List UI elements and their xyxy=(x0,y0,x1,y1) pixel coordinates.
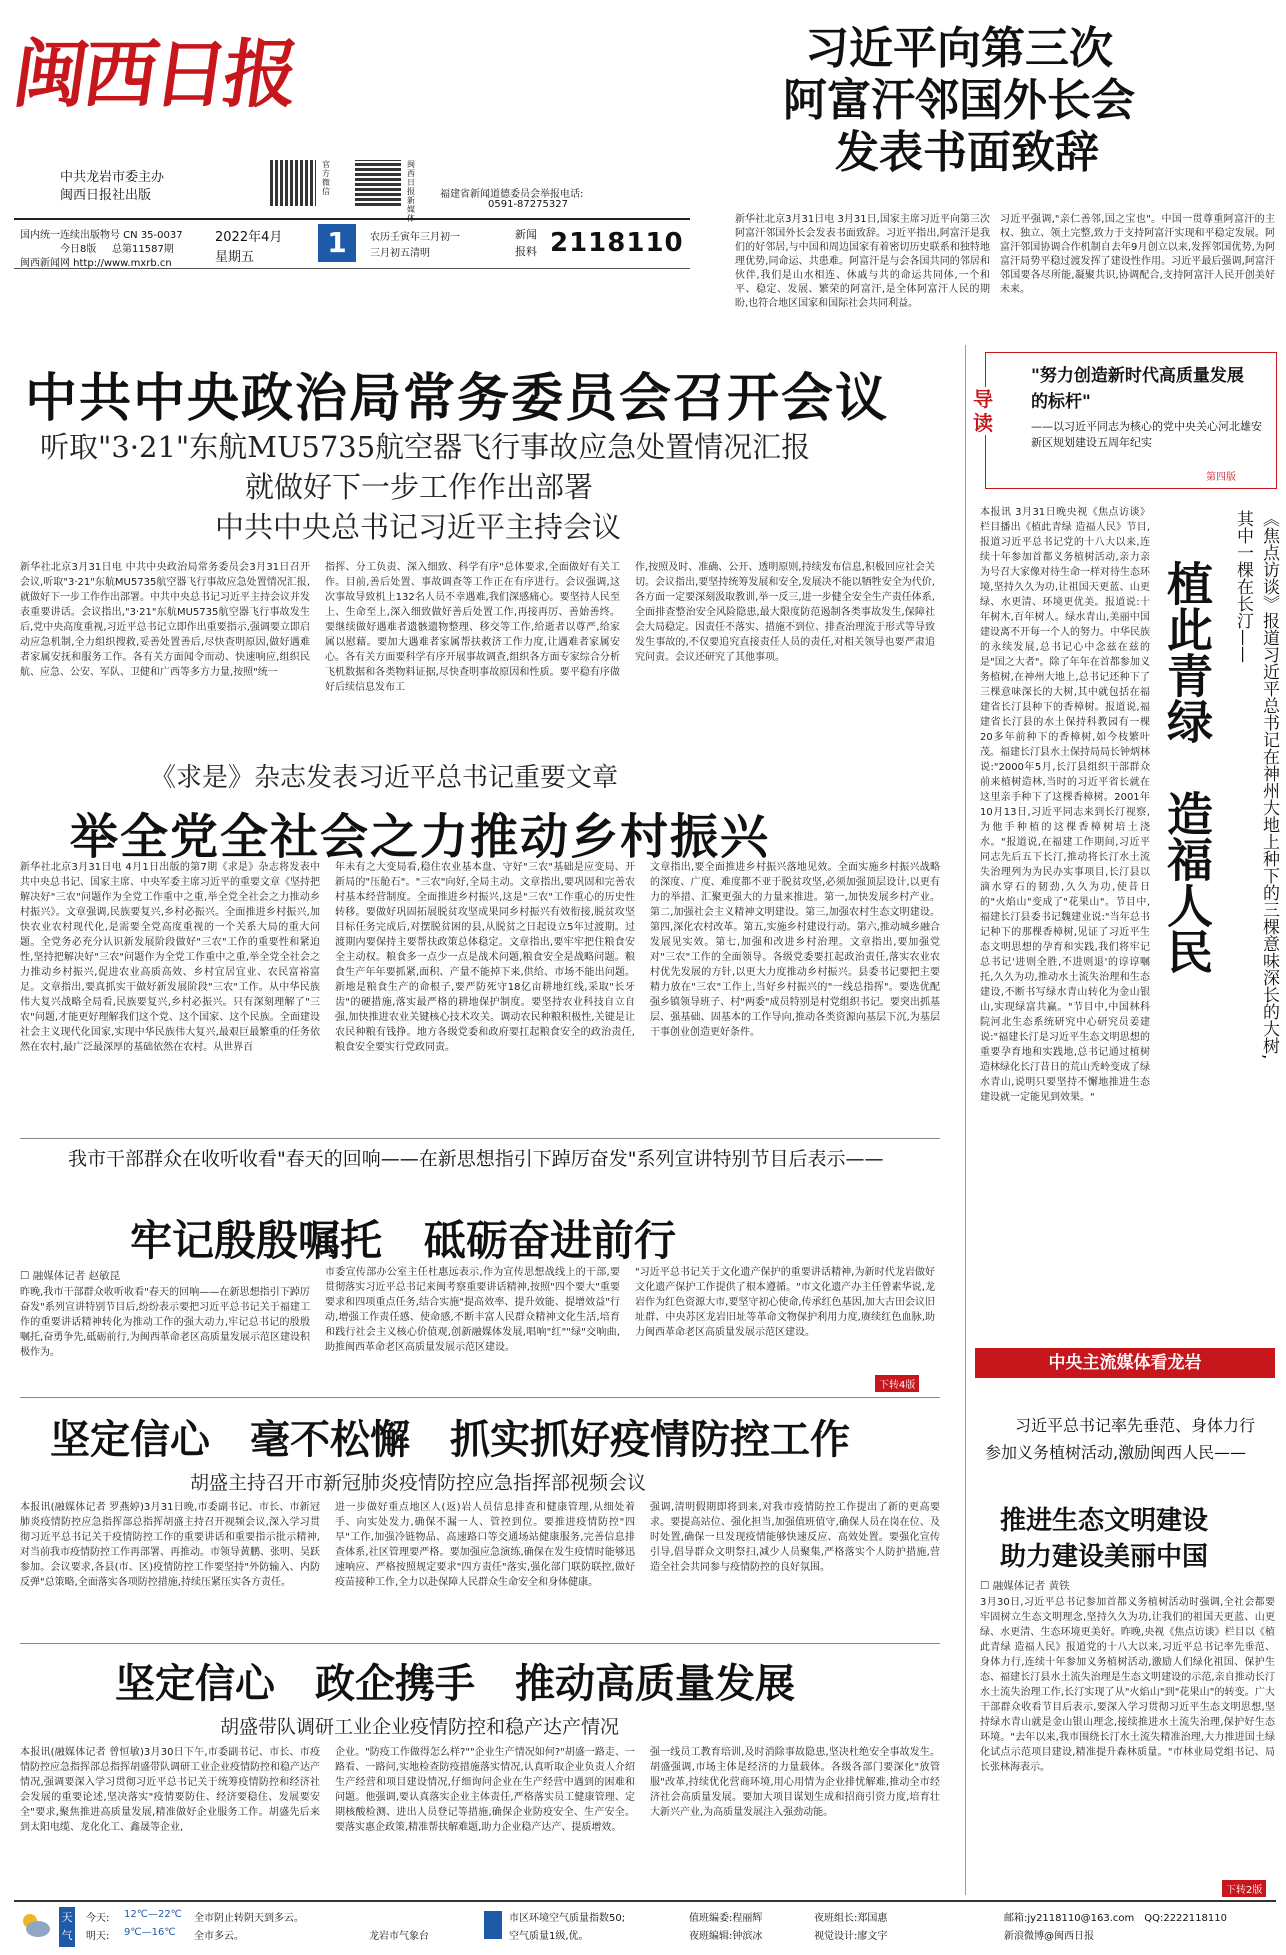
right-lower-quote: 习近平总书记率先垂范、身体力行参加义务植树活动,激励闽西人民—— xyxy=(985,1416,1256,1462)
footer xyxy=(14,1905,1276,1950)
lead-deck-1: 听取"3·21"东航MU5735航空器飞行事故应急处置情况汇报 xyxy=(40,430,811,464)
weather-today-label: 今天: xyxy=(86,1913,110,1924)
duty-editor: 值班编委:程丽辉 xyxy=(689,1913,763,1924)
qiushi-col-2: 年未有之大变局看,稳住农业基本盘、守好"三农"基础是应变局、开新局的"压舱石"。"三农"向好,全局主动。文章指出,要巩固和完善农村基本经营制度。全面推进乡村振兴,这是"三农"工作重心的历史性转移。要做好巩固拓展脱贫攻坚成果同乡村振兴有效衔接,脱贫攻坚目标任务完成后,对摆脱贫困的县,从脱贫之日起设立5年过渡期。过渡期内要保持主要帮扶政策总体稳定。文章指出,要牢牢把住粮食安全主动权。粮食多一点少一点是战术问题,粮食安全是战略问题。粮食生产年年要抓紧,面积、产量不能掉下来,供给、市场不能出问题。新地是粮食生产的命根子,要严防死守18亿亩耕地红线,采取"长牙齿"的硬措施,落实最严格的耕地保护制度。要坚持农业科技自立自强,加快推进农业关键核心技术攻关。调动农民种粮积极性,关键是让农民种粮有钱挣。地方各级党委和政府要扛起粮食安全的政治责任,粮食安全要实行党政同责。 xyxy=(335,862,635,1053)
tiandi-byline xyxy=(20,1268,120,1283)
top-right-col-1: 新华社北京3月31日电 3月31日,国家主席习近平向第三次阿富汗邻国外长会发表书面致辞。习近平指出,阿富汗是我们的好邻居,与中国和周边国家有着密切历史联系和独特地理优势,同命运、共患难。阿富汗是与会各国共同的邻居和伙伴,我们是山水相连、休戚与共的命运共同体,一个和平、稳定、发展、繁荣的阿富汗,是全体阿富汗人民的期盼,也符合地区国家和国际社会共同利益。 xyxy=(735,214,990,309)
masthead-logo: 闽西日报 xyxy=(7,32,301,118)
weather-source: 龙岩市气象台 xyxy=(369,1931,429,1942)
hotline-label: 新闻报料 xyxy=(515,228,537,258)
air-quality-1: 市区环境空气质量指数50; xyxy=(509,1913,626,1924)
right-lower-headline-1: 推进生态文明建设 xyxy=(1000,1506,1209,1536)
contact-weibo: 新浪微博@闽西日报 xyxy=(1004,1931,1094,1942)
day-badge: 1 xyxy=(318,224,356,262)
right-feature-band: 中央主流媒体看龙岩 xyxy=(975,1348,1275,1378)
qiushi-col-3: 文章指出,要全面推进乡村振兴落地见效。全面实施乡村振兴战略的深度、广度、难度都不亚于脱贫攻坚,必须加强顶层设计,以更有力的举措、汇聚更强大的力量来推进。第一,加快发展乡村产业。第二,加强社会主义精神文明建设。第三,加强农村生态文明建设。第四,深化农村改革。第五,实施乡村建设行动。第六,推动城乡融合发展见实效。第七,加强和改进乡村治理。文章指出,要加强党对"三农"工作的全面领导。各级党委要扛起政治责任,落实农业农村优先发展的方针,以更大力度推动乡村振兴。县委书记要把主要精力放在"三农"工作上,当好乡村振兴的"一线总指挥"。要选优配强乡镇领导班子、村"两委"成员特别是村党组织书记。要突出抓基层、强基础、固基本的工作导向,推动各类资源向基层下沉,为基层干事创业创造更好条件。 xyxy=(650,862,940,1038)
top-right-headline-3: 发表书面致辞 xyxy=(835,127,1099,178)
epidemic1-deck: 胡盛主持召开市新冠肺炎疫情防控应急指挥部视频会议 xyxy=(190,1472,647,1494)
lead-col-1: 新华社北京3月31日电 中共中央政治局常务委员会3月31日召开会议,听取"3·21"东航MU5735航空器飞行事故应急处置情况汇报,就做好下一步工作作出部署。中共中央总书记习近平主持会议并发表重要讲话。会议指出,"3·21"东航MU5735航空器飞行事故发生后,党中央高度重视,习近平总书记立即作出重要指示,强调要立即启动应急机制,全力组织搜救,妥善处置善后,尽快查明原因,做好遇难者家属安抚和服务工作。各有关方面闻令而动、快速响应,组织民航、应急、公安、军队、卫健和广西等多方力量,按照"统一 xyxy=(20,562,310,678)
lunar-date: 农历壬寅年三月初一 xyxy=(370,232,460,243)
weather-tomorrow-desc: 全市多云。 xyxy=(194,1931,244,1942)
weekday: 星期五 xyxy=(215,250,255,265)
qiushi-deck: 《求是》杂志发表习近平总书记重要文章 xyxy=(150,763,619,793)
right-lower-byline xyxy=(980,1578,1070,1593)
weather-tomorrow-temp: 9℃—16℃ xyxy=(124,1927,176,1938)
epidemic2-col-1: 本报讯(融媒体记者 曾恒敏)3月30日下午,市委副书记、市长、市疫情防控应急指挥部总指挥胡盛带队调研工业企业疫情防控和稳产达产情况,强调要深入学习贯彻习近平总书记关于统筹疫情防控和经济社会发展的重要论述,坚决落实"疫情要防住、经济要稳住、发展要安全"要求,聚焦推进高质量发展,精准做好企业服务工作。胡盛先后来到太阳电缆、龙化化工、鑫晟等企业, xyxy=(20,1747,320,1833)
epidemic2-col-3: 强一线员工教育培训,及时消除事故隐患,坚决杜绝安全事故发生。胡盛强调,市场主体是经济的力量载体。各级各部门要深化"放管服"改革,持续优化营商环境,用心用情为企业排忧解难,推动全市经济社会高质量发展。要加大项目谋划生成和招商引资力度,培育壮大新兴产业,为高质量发展注入强劲动能。 xyxy=(650,1747,940,1818)
right-lower-byline-text: 融媒体记者 黄铁 xyxy=(992,1580,1070,1592)
night-editor: 夜班编辑:钟滨冰 xyxy=(689,1931,763,1942)
guide-box xyxy=(973,352,1277,489)
ethics-hotline-phone: 0591-87275327 xyxy=(488,199,568,210)
right-lower-body: 3月30日,习近平总书记参加首都义务植树活动时强调,全社会都要牢固树立生态文明理念,坚持久久为功,让我们的祖国天更蓝、山更绿、水更清、生态环境更美好。昨晚,央视《焦点访谈》栏目以《植此青绿 造福人民》报道党的十八大以来,习近平总书记率先垂范、身体力行,连续十年参加义务植树活动,激励人们绿化祖国、保护生态、福建长汀县水土流失治理是生态文明建设的示范,亲自推动长汀水土流失治理工作,长汀实现了从"火焰山"到"花果山"的转变。广大干部群众收看节目后表示,要深入学习贯彻习近平生态文明思想,坚持绿水青山就是金山银山理念,接续推进水土流失治理,保护好生态环境。"去年以来,我市围绕长汀水土流失精准治理,大力推进国土绿化试点示范项目建设,精准提升森林质量。"市林业局党组书记、局长张林海表示。 xyxy=(980,1597,1275,1773)
epidemic1-col-1: 本报讯(融媒体记者 罗燕婷)3月31日晚,市委副书记、市长、市新冠肺炎疫情防控应急指挥部总指挥胡盛主持召开视频会议,深入学习贯彻习近平总书记关于疫情防控工作的重要讲话和重要指示批示精神,对当前我市疫情防控工作再部署、再推动。市领导黄鹏、张明、吴跃参加。会议要求,各县(市、区)疫情防控工作要坚持"外防输入、内防反弹"总策略,全面落实各项防控措施,持续压紧压实各方责任。 xyxy=(20,1502,320,1588)
tiandi-headline: 牢记殷殷嘱托 砥砺奋进前行 xyxy=(130,1216,677,1265)
sponsor-line-2: 闽西日报社出版 xyxy=(60,188,152,203)
guide-sub: ——以习近平同志为核心的党中央关心河北雄安新区规划建设五周年纪实 xyxy=(1031,420,1262,449)
qr-code-app xyxy=(355,160,401,206)
tiandi-byline-text: 融媒体记者 赵敏昆 xyxy=(32,1270,121,1282)
tiandi-col-3: "习近平总书记关于文化遗产保护的重要讲话精神,为新时代龙岩做好文化遗产保护工作提供了根本遵循。"市文化遗产办主任曾素华说,龙岩作为红色资源大市,要坚守初心使命,传承红色基因,加大古田会议旧址群、中央苏区龙岩旧址等革命文物保护利用力度,赓续红色血脉,助力闽西革命老区高质量发展示范区建设。 xyxy=(635,1267,935,1338)
byline-marker-icon: ☐ xyxy=(980,1580,993,1592)
hotline-number: 2118110 xyxy=(550,228,684,258)
lead-col-2: 指挥、分工负责、深入细致、科学有序"总体要求,全面做好有关工作。目前,善后处置、事故调查等工作正在有序进行。会议强调,这次事故导致机上132名人员不幸遇难,我们深感痛心。要坚持人民至上、生命至上,深入细致做好善后处置工作,再接再厉、善始善终。要继续做好遇难者遗骸遗物整理、移交等工作,给逝者以尊严,给家属以慰藉。要加大遇难者家属帮扶救济工作力度,让遇难者家属安心。各有关方面要科学有序开展事故调查,组织各方面专家综合分析飞机数据和各类物料证据,尽快查明事故原因和性质。要平稳有序做好后续信息发布工 xyxy=(325,562,620,693)
top-right-headline-1: 习近平向第三次 xyxy=(805,23,1113,74)
right-lower-jump: 下转2版 xyxy=(1222,1880,1266,1897)
epidemic1-col-2: 进一步做好重点地区人(返)岩人员信息排查和健康管理,从细处着手、向实处发力,确保不漏一人、管控到位。要推进疫情防控"四早"工作,加强冷链物品、高速路口等交通场站健康服务,完善信息排查体系,社区管理要严格。要加强应急演练,确保在发生疫情时能够迅速响应、严格按照规定要求"四方责任"落实,强化部门联防联控,做好疫苗接种工作,全力以赴保障人民群众生命安全和身体健康。 xyxy=(335,1502,635,1588)
guide-quote: "努力创造新时代高质量发展的标杆" xyxy=(1031,366,1244,412)
epidemic2-deck: 胡盛带队调研工业企业疫情防控和稳产达产情况 xyxy=(220,1716,620,1738)
lead-deck-3: 中共中央总书记习近平主持会议 xyxy=(215,510,622,544)
tiandi-jump: 下转4版 xyxy=(875,1375,919,1392)
top-right-headline-2: 阿富汗邻国外长会 xyxy=(783,75,1135,126)
lead-col-3: 作,按照及时、准确、公开、透明原则,持续发布信息,积极回应社会关切。会议指出,要坚持统筹发展和安全,发展决不能以牺牲安全为代价,各方面一定要深刻汲取教训,举一反三,进一步健全安全生产责任体系,全面排查整治安全风险隐患,最大限度防范遏制各类事故发生,保障社会大局稳定。因责任不落实、措施不到位、排查治理流于形式等导致发生事故的,不仅要追究直接责任人员的责任,对相关领导也要严肃追究问责。会议还研究了其他事项。 xyxy=(635,562,935,663)
byline-marker-icon: ☐ xyxy=(20,1270,33,1282)
night-leader: 夜班组长:郑国惠 xyxy=(814,1913,888,1924)
solar-term: 三月初五清明 xyxy=(370,248,430,259)
weather-icon xyxy=(18,1909,52,1941)
weather-tomorrow-label: 明天: xyxy=(86,1931,110,1942)
weather-label: 天气 xyxy=(59,1907,75,1947)
page-count: 今日8版 xyxy=(60,244,97,255)
epidemic1-col-3: 强调,清明假期即将到来,对我市疫情防控工作提出了新的更高要求。要提高站位、强化担当,加强值班值守,确保人员在岗在位、及时处置,确保一旦发现疫情能够快速反应、高效处置。要强化宣传引导,倡导群众文明祭扫,减少人员聚集,严格落实个人防护措施,营造全社会共同参与疫情防控的良好氛围。 xyxy=(650,1502,940,1573)
epidemic1-headline: 坚定信心 毫不松懈 抓实抓好疫情防控工作 xyxy=(50,1416,850,1463)
epidemic2-headline: 坚定信心 政企携手 推动高质量发展 xyxy=(115,1660,795,1707)
visual-designer: 视觉设计:廖文宇 xyxy=(814,1931,888,1942)
qr-label-app: 闽西日报 新媒体 xyxy=(407,160,415,223)
tiandi-col-2: 市委宣传部办公室主任杜惠远表示,作为宣传思想战线上的干部,要贯彻落实习近平总书记来闽考察重要讲话精神,按照"四个要大"重要要求和四项重点任务,结合实施"提高效率、提升效能、提增效益"行动,增强工作责任感、使命感,不断丰富人民群众精神文化生活,培育和践行社会主义核心价值观,创新融媒体发展,唱响"红""绿"交响曲,助推闽西革命老区高质量发展示范区建设。 xyxy=(325,1267,620,1353)
lead-deck-2: 就做好下一步工作作出部署 xyxy=(245,470,594,504)
guide-page: 第四版 xyxy=(1206,472,1236,483)
qr-code-wechat xyxy=(270,160,316,206)
masthead xyxy=(0,0,760,270)
right-lower-headline-2: 助力建设美丽中国 xyxy=(1000,1542,1209,1572)
cn-number: 国内统一连续出版物号 CN 35-0037 xyxy=(20,230,183,241)
qiushi-headline: 举全党全社会之力推动乡村振兴 xyxy=(70,809,771,865)
tiandi-deck: 我市干部群众在收听收看"春天的回响——在新思想指引下踔厉奋发"系列宣讲特别节目后表示—— xyxy=(68,1148,884,1170)
epidemic2-col-2: 企业。"防疫工作做得怎么样?""企业生产情况如何?"胡盛一路走、一路看、一路问,实地检查防疫措施落实情况,认真听取企业负责人介绍生产经营和项目建设情况,仔细询问企业在生产经营中遇到的困难和问题。他强调,要认真落实企业主体责任,严格落实员工健康管理、定期核酸检测、进出人员登记等措施,确保企业防疫安全、生产安全。要落实惠企政策,精准帮扶解难题,助力企业稳产达产、提质增效。 xyxy=(335,1747,635,1833)
weather-today-temp: 12℃—22℃ xyxy=(124,1909,182,1920)
ethics-hotline-label: 福建省新闻道德委员会举报电话: xyxy=(440,189,584,200)
issue-number: 总第11587期 xyxy=(112,244,174,255)
right-feature-vertical-deck: 《焦点访谈》报道习近平总书记在神州大地上种下的三棵意味深长的大树,其中一棵在长汀—— xyxy=(1233,510,1279,1060)
guide-label: 导读 xyxy=(973,387,993,435)
issue-date: 2022年4月 xyxy=(215,230,283,245)
air-quality-2: 空气质量1级,优。 xyxy=(509,1931,589,1942)
qiushi-col-1: 新华社北京3月31日电 4月1日出版的第7期《求是》杂志将发表中共中央总书记、国家主席、中央军委主席习近平的重要文章《坚持把解决好"三农"问题作为全党工作重中之重,举全党全社会之力推动乡村振兴》。文章强调,民族要复兴,乡村必振兴。全面推进乡村振兴,加快农业农村现代化,是需要全党高度重视的一个关系大局的重大问题。全党务必充分认识新发展阶段做好"三农"工作的重要性和紧迫性,坚持把解决好"三农"问题作为全党工作重中之重,举全党全社会之力推动乡村振兴,促进农业高质高效、乡村宜居宜业、农民富裕富足。文章指出,要真抓实干做好新发展阶段"三农"工作。从中华民族伟大复兴战略全局看,民族要复兴,乡村必振兴。只有深刻理解了"三农"问题,才能更好理解我们这个党、这个国家、这个民族。全面建设社会主义现代化国家,实现中华民族伟大复兴,最艰巨最繁重的任务依然在农村,最广泛最深厚的基础依然在农村。从世界百 xyxy=(20,862,320,1053)
tiandi-col-1: 昨晚,我市干部群众收听收看"春天的回响——在新思想指引下踔厉奋发"系列宣讲特别节目后,纷纷表示要把习近平总书记关于福建工作的重要讲话精神转化为推动工作的强大动力,牢记总书记的殷殷嘱托,奋勇争先,砥砺前行,为闽西革命老区高质量发展示范区建设积极作为。 xyxy=(20,1287,310,1358)
air-quality-icon xyxy=(484,1911,502,1939)
lead-headline: 中共中央政治局常务委员会召开会议 xyxy=(25,368,890,429)
top-right-col-2: 习近平强调,"亲仁善邻,国之宝也"。中国一贯尊重阿富汗的主权、独立、领土完整,致力于支持阿富汗实现和平稳定发展。阿富汗邻国协调合作机制自去年9月创立以来,发挥邻国优势,为阿富汗局势平稳过渡发挥了建设性作用。习近平最后强调,阿富汗邻国要各尽所能,凝聚共识,协调配合,支持阿富汗人民开创美好未来。 xyxy=(1000,214,1275,295)
weather-today-desc: 全市阴止转阴天到多云。 xyxy=(194,1913,304,1924)
right-feature-headline: 植此青绿 造福人民 xyxy=(1160,560,1214,974)
right-feature-body: 本报讯 3月31日晚央视《焦点访谈》栏目播出《植此青绿 造福人民》节目,报道习近平总书记党的十八大以来,连续十年参加首都义务植树活动,亲力亲为号召大家像对待生命一样对待生态环境,坚持久久为功,让祖国天更蓝、山更绿、水更清、环境更优美。报道说:十年树木,百年树人。绿水青山,美丽中国建设离不开每一个人的努力。中华民族的永续发展,总书记心中念兹在兹的是"国之大者"。除了年年在首都参加义务植树,在神州大地上,总书记还种下了三棵意味深长的大树,其中就包括在福建省长汀县种下的香樟树。报道说,福建省长汀县的水土保持科教园有一棵20多年前种下的香樟树,如今枝繁叶茂。福建长汀县水土保持局局长钟炳林说:"2000年5月,长汀县组织干部群众前来植树造林,当时的习近平省长就在这里亲手种下了这棵香樟树。2001年10月13日,习近平同志来到长汀视察,为他手种植的这棵香樟树培土浇水。"报道说,在福建工作期间,习近平同志先后五下长汀,推动将长汀水土流失治理列为为民办实事项目,长汀县以滴水穿石的韧劲,久久为功,使昔日的"火焰山"变成了"花果山"。节目中,福建长汀县委书记魏建业说:"当年总书记种下的那棵香樟树,见证了习近平生态文明思想的孕育和实践,我们将牢记总书记'进则全胜,不进则退'的谆谆嘱托,久久为功,推动水土流失治理和生态建设,不断书写绿水青山转化为金山银山,实现绿富共赢。"节目中,中国林科院河北生态系统研究中心研究员姜建说:"福建长汀是习近平生态文明思想的重要孕育地和实践地,总书记通过植树造林绿化长汀昔日的荒山秃岭变成了绿水青山,说明只要坚持不懈地推进生态建设就一定能见到效果。" xyxy=(980,507,1150,1103)
sponsor-line-1: 中共龙岩市委主办 xyxy=(60,170,165,185)
contact-email: 邮箱:jy2118110@163.com QQ:2222118110 xyxy=(1004,1913,1227,1924)
qr-label-wechat: 官方微信 xyxy=(322,160,330,196)
website: 闽西新闻网 http://www.mxrb.cn xyxy=(20,258,172,269)
